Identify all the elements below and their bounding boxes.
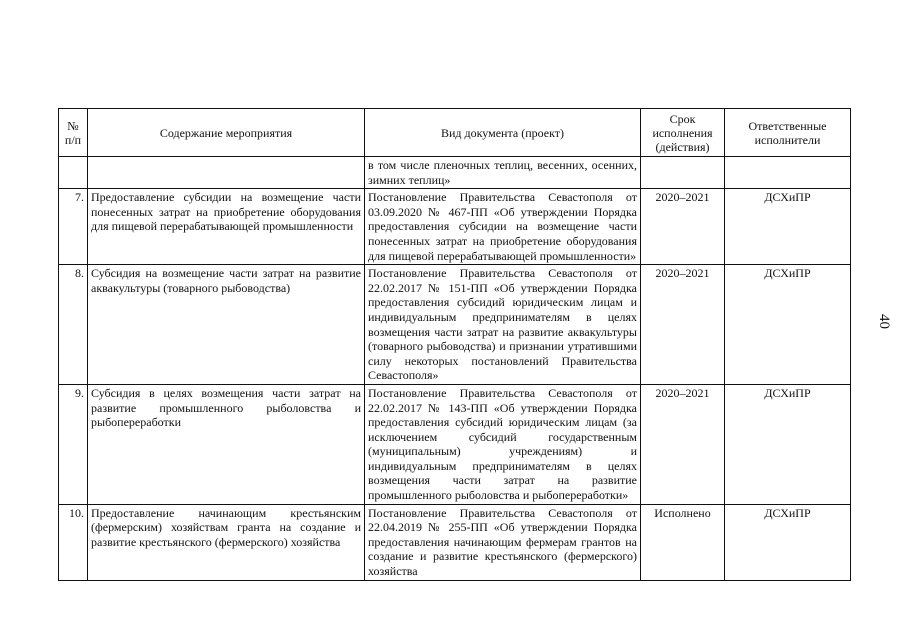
measures-table <box>58 108 851 581</box>
table-row <box>59 265 851 385</box>
row-content <box>88 157 365 189</box>
table-header-row <box>59 109 851 157</box>
row-doc: Постановление Правительства Севастополя от 22.02.2017 № 151-ПП «Об утверждении Порядка предоставления субсидий юридическим лицам и индивидуальным предпринимателям в целях возмещения части затрат на развитие аквакультуры (товарного рыбоводства) и признании утратившими силу некоторых постановлений Правительства Севастополя» <box>365 265 641 385</box>
row-responsible: ДСХиПР <box>725 189 851 265</box>
row-num: 8. <box>59 265 88 385</box>
table-row <box>59 504 851 580</box>
page-number: 40 <box>876 314 892 329</box>
table-row <box>59 189 851 265</box>
row-responsible: ДСХиПР <box>725 504 851 580</box>
row-num <box>59 157 88 189</box>
row-responsible: ДСХиПР <box>725 265 851 385</box>
row-content: Субсидия в целях возмещения части затрат на развитие промышленного рыболовства и рыбопереработки <box>88 384 365 504</box>
row-deadline: Исполнено <box>641 504 725 580</box>
header-doc-type: Вид документа (проект) <box>365 109 641 157</box>
row-deadline: 2020–2021 <box>641 384 725 504</box>
row-deadline: 2020–2021 <box>641 265 725 385</box>
row-deadline <box>641 157 725 189</box>
row-deadline: 2020–2021 <box>641 189 725 265</box>
table-row <box>59 384 851 504</box>
row-num: 9. <box>59 384 88 504</box>
row-doc: Постановление Правительства Севастополя от 03.09.2020 № 467-ПП «Об утверждении Порядка предоставления субсидии на возмещение части понесенных затрат на приобретение оборудования для пищевой перерабатывающей промышленности» <box>365 189 641 265</box>
header-num: № п/п <box>59 109 88 157</box>
row-doc: Постановление Правительства Севастополя от 22.04.2019 № 255-ПП «Об утверждении Порядка предоставления начинающим фермерам грантов на создание и развитие крестьянского (фермерского) хозяйства <box>365 504 641 580</box>
row-num: 7. <box>59 189 88 265</box>
row-responsible: ДСХиПР <box>725 384 851 504</box>
header-content: Содержание мероприятия <box>88 109 365 157</box>
row-content: Предоставление начинающим крестьянским (фермерским) хозяйствам гранта на создание и развитие крестьянского (фермерского) хозяйства <box>88 504 365 580</box>
row-doc: в том числе пленочных теплиц, весенних, осенних, зимних теплиц» <box>365 157 641 189</box>
header-responsible: Ответственные исполнители <box>725 109 851 157</box>
table-row <box>59 157 851 189</box>
header-deadline: Срок исполнения (действия) <box>641 109 725 157</box>
row-num: 10. <box>59 504 88 580</box>
row-content: Предоставление субсидии на возмещение части понесенных затрат на приобретение оборудования для пищевой перерабатывающей промышленности <box>88 189 365 265</box>
row-content: Субсидия на возмещение части затрат на развитие аквакультуры (товарного рыбоводства) <box>88 265 365 385</box>
row-doc: Постановление Правительства Севастополя от 22.02.2017 № 143-ПП «Об утверждении Порядка предоставления субсидий юридическим лицам (за исключением субсидий государственным (муниципальным) учреждениям) и индивидуальным предпринимателям в целях возмещения части затрат на развитие промышленного рыболовства и рыбопереработки» <box>365 384 641 504</box>
row-responsible <box>725 157 851 189</box>
